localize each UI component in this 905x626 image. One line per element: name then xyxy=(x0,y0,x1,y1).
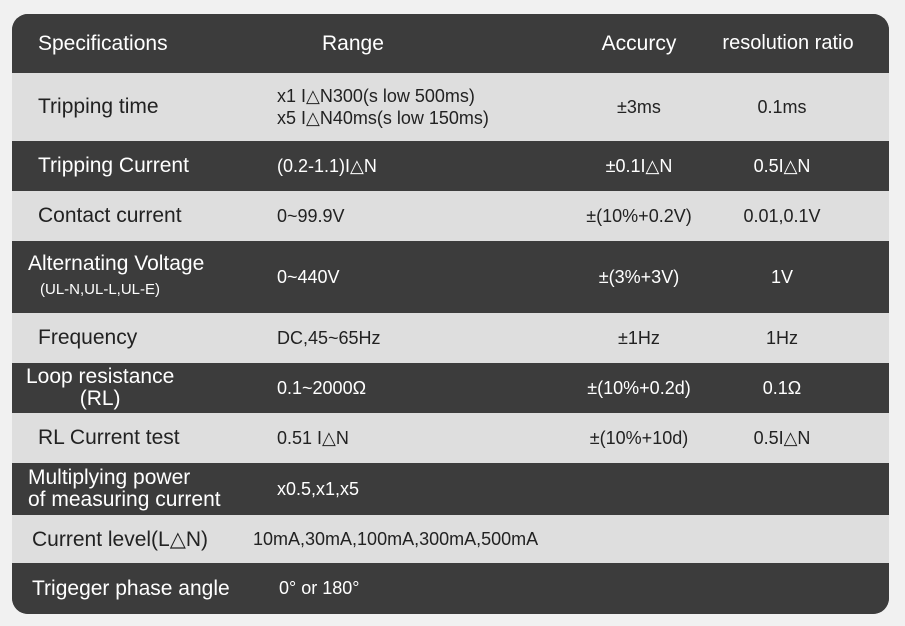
accuracy-value: ±(10%+10d) xyxy=(589,427,689,448)
accuracy-value: ±(3%+3V) xyxy=(598,266,680,287)
row-tripping-time xyxy=(12,73,889,141)
range-value: 0~99.9V xyxy=(277,205,345,226)
row-rl-current-test xyxy=(12,413,889,463)
accuracy-value: ±1Hz xyxy=(618,327,660,348)
header-specifications: Specifications xyxy=(38,31,168,55)
range-line-1: x1 I△N300(s low 500ms) xyxy=(277,86,475,106)
row-alternating-voltage xyxy=(12,241,889,313)
accuracy-value: ±(10%+0.2V) xyxy=(586,205,692,226)
spec-label: Current level(L△N) xyxy=(32,527,209,551)
row-trigger-phase-angle xyxy=(12,563,889,614)
accuracy-value: ±3ms xyxy=(617,96,661,117)
row-contact-current xyxy=(12,191,889,241)
resolution-value: 0.1Ω xyxy=(762,377,802,398)
row-frequency xyxy=(12,313,889,363)
range-line-2: x5 I△N40ms(s low 150ms) xyxy=(277,108,489,128)
spec-label xyxy=(28,463,221,515)
range-value: 0.1~2000Ω xyxy=(277,377,367,398)
spec-label: Tripping time xyxy=(38,95,159,118)
row-current-level xyxy=(12,515,889,563)
spec-line-1: Multiplying power xyxy=(28,466,191,489)
range-value: 0.51 I△N xyxy=(277,427,349,448)
spec-line-1: Loop resistance xyxy=(26,365,175,388)
spec-label xyxy=(26,363,174,413)
range-value xyxy=(277,73,489,141)
range-value: x0.5,x1,x5 xyxy=(277,478,360,499)
spec-line-1: Alternating Voltage xyxy=(28,252,205,275)
range-value: DC,45~65Hz xyxy=(277,327,381,348)
spec-label: RL Current test xyxy=(38,426,180,449)
spec-label: Frequency xyxy=(38,326,138,349)
spec-label: Tripping Current xyxy=(38,154,189,177)
resolution-value: 1Hz xyxy=(765,327,798,348)
spec-line-2: (UL-N,UL-L,UL-E) xyxy=(40,281,161,298)
specifications-table xyxy=(12,14,889,614)
range-value: 0~440V xyxy=(277,266,340,287)
header-resolution: resolution ratio xyxy=(722,32,854,54)
resolution-value: 0.1ms xyxy=(757,96,807,117)
spec-label: Contact current xyxy=(38,204,182,227)
accuracy-value: ±(10%+0.2d) xyxy=(587,377,691,398)
accuracy-value: ±0.1I△N xyxy=(605,155,673,176)
table-header xyxy=(12,14,889,73)
spec-label xyxy=(28,241,204,313)
spec-line-2: of measuring current xyxy=(28,488,221,511)
header-range: Range xyxy=(322,31,384,55)
row-multiplying-power xyxy=(12,463,889,515)
spec-label: Trigeger phase angle xyxy=(32,576,230,600)
range-value: 10mA,30mA,100mA,300mA,500mA xyxy=(253,528,539,549)
range-value: 0° or 180° xyxy=(279,578,360,598)
row-tripping-current xyxy=(12,141,889,191)
range-value: (0.2-1.1)I△N xyxy=(277,155,377,176)
resolution-value: 1V xyxy=(770,266,794,287)
resolution-value: 0.01,0.1V xyxy=(743,205,821,226)
row-loop-resistance xyxy=(12,363,889,413)
resolution-value: 0.5I△N xyxy=(753,427,811,448)
spec-line-2: (RL) xyxy=(79,387,121,410)
header-accuracy: Accurcy xyxy=(601,31,677,55)
resolution-value: 0.5I△N xyxy=(753,155,811,176)
